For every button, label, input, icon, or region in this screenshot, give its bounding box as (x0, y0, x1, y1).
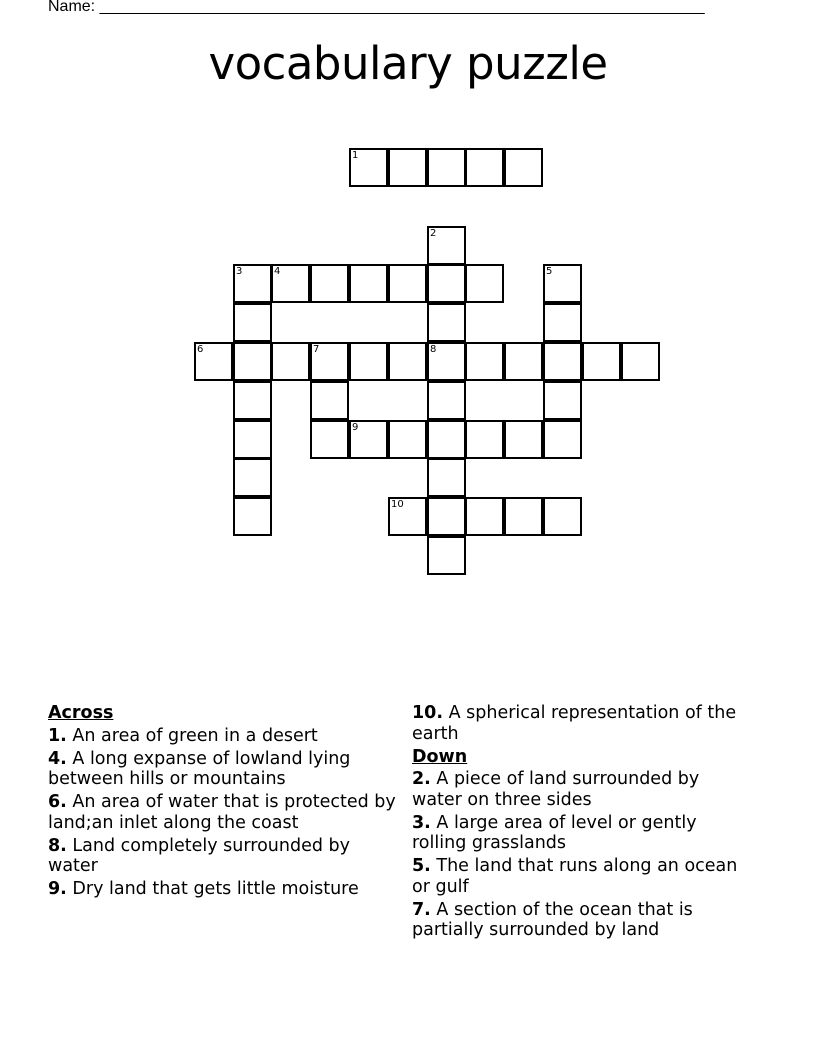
clue-text: The land that runs along an ocean or gulf (412, 856, 738, 897)
grid-cell[interactable] (233, 303, 272, 342)
grid-cell[interactable] (504, 148, 543, 187)
clue-text: A piece of land surrounded by water on three sides (412, 769, 700, 810)
grid-cell[interactable] (271, 342, 310, 381)
cell-number: 5 (546, 266, 553, 277)
grid-cell[interactable] (349, 342, 388, 381)
clue-text: Dry land that gets little moisture (72, 879, 359, 899)
grid-cell[interactable] (465, 264, 504, 303)
grid-cell[interactable] (310, 381, 349, 420)
grid-cell[interactable] (310, 420, 349, 459)
grid-cell[interactable] (233, 264, 272, 303)
cell-number: 6 (197, 344, 204, 355)
clue-number: 5. (412, 856, 431, 876)
grid-cell[interactable] (349, 148, 388, 187)
clue-across-1 (48, 726, 396, 747)
grid-cell[interactable] (388, 148, 427, 187)
grid-cell[interactable] (543, 264, 582, 303)
clues-right-column (412, 703, 752, 943)
clue-number: 10. (412, 703, 444, 723)
grid-cell[interactable] (349, 420, 388, 459)
grid-cell[interactable] (465, 148, 504, 187)
clue-text: An area of water that is protected by land;an inlet along the coast (48, 792, 396, 833)
cell-number: 10 (391, 499, 404, 510)
clue-number: 1. (48, 725, 67, 746)
clue-across-9 (48, 879, 396, 900)
grid-cell[interactable] (543, 497, 582, 536)
down-heading: Down (412, 746, 468, 767)
cell-number: 1 (352, 150, 359, 161)
across-heading: Across (48, 703, 114, 723)
clue-text: A section of the ocean that is partially surrounded by land (412, 899, 693, 940)
grid-cell[interactable] (427, 458, 466, 497)
clue-down-5 (412, 856, 752, 897)
clue-down-3 (412, 813, 752, 854)
grid-cell[interactable] (233, 381, 272, 420)
grid-cell[interactable] (310, 342, 349, 381)
grid-cell[interactable] (543, 381, 582, 420)
grid-cell[interactable] (427, 381, 466, 420)
clue-across-10 (412, 703, 752, 744)
clue-number: 4. (48, 748, 67, 769)
clue-down-7 (412, 900, 752, 941)
clue-text: A spherical representation of the earth (412, 703, 737, 744)
clue-number: 8. (48, 835, 67, 856)
grid-cell[interactable] (310, 264, 349, 303)
clue-text: Land completely surrounded by water (48, 835, 350, 876)
cell-number: 8 (430, 344, 437, 355)
grid-cell[interactable] (504, 497, 543, 536)
grid-cell[interactable] (388, 420, 427, 459)
grid-cell[interactable] (427, 264, 466, 303)
grid-cell[interactable] (427, 420, 466, 459)
grid-cell[interactable] (233, 458, 272, 497)
grid-cell[interactable] (582, 342, 621, 381)
clue-number: 7. (412, 899, 431, 920)
grid-cell[interactable] (465, 497, 504, 536)
grid-cell[interactable] (427, 226, 466, 265)
grid-cell[interactable] (233, 342, 272, 381)
grid-cell[interactable] (233, 420, 272, 459)
name-field-label: Name: ____________________________________________________________________ (48, 0, 705, 15)
cell-number: 4 (274, 266, 281, 277)
clue-text: A large area of level or gently rolling grasslands (412, 812, 697, 853)
grid-cell[interactable] (543, 303, 582, 342)
grid-cell[interactable] (543, 420, 582, 459)
clue-text: An area of green in a desert (72, 725, 318, 746)
clue-number: 9. (48, 879, 67, 899)
grid-cell[interactable] (388, 342, 427, 381)
clue-number: 2. (412, 769, 431, 789)
clue-across-4 (48, 749, 396, 790)
grid-cell[interactable] (194, 342, 233, 381)
cell-number: 2 (430, 228, 437, 239)
grid-cell[interactable] (465, 342, 504, 381)
grid-cell[interactable] (388, 497, 427, 536)
cell-number: 7 (313, 344, 320, 355)
grid-cell[interactable] (271, 264, 310, 303)
clue-across-6 (48, 792, 396, 833)
clues-left-column (48, 703, 396, 902)
grid-cell[interactable] (621, 342, 660, 381)
grid-cell[interactable] (465, 420, 504, 459)
clue-down-2 (412, 769, 752, 810)
grid-cell[interactable] (388, 264, 427, 303)
grid-cell[interactable] (504, 420, 543, 459)
grid-cell[interactable] (427, 536, 466, 575)
grid-cell[interactable] (427, 303, 466, 342)
grid-cell[interactable] (427, 342, 466, 381)
grid-cell[interactable] (349, 264, 388, 303)
clue-number: 3. (412, 812, 431, 833)
puzzle-title: vocabulary puzzle (208, 37, 608, 90)
cell-number: 3 (236, 266, 243, 277)
clue-across-8 (48, 836, 396, 877)
clue-number: 6. (48, 792, 67, 812)
grid-cell[interactable] (233, 497, 272, 536)
grid-cell[interactable] (504, 342, 543, 381)
clue-text: A long expanse of lowland lying between hills or mountains (48, 748, 351, 789)
grid-cell[interactable] (543, 342, 582, 381)
grid-cell[interactable] (427, 497, 466, 536)
grid-cell[interactable] (427, 148, 466, 187)
cell-number: 9 (352, 422, 359, 433)
